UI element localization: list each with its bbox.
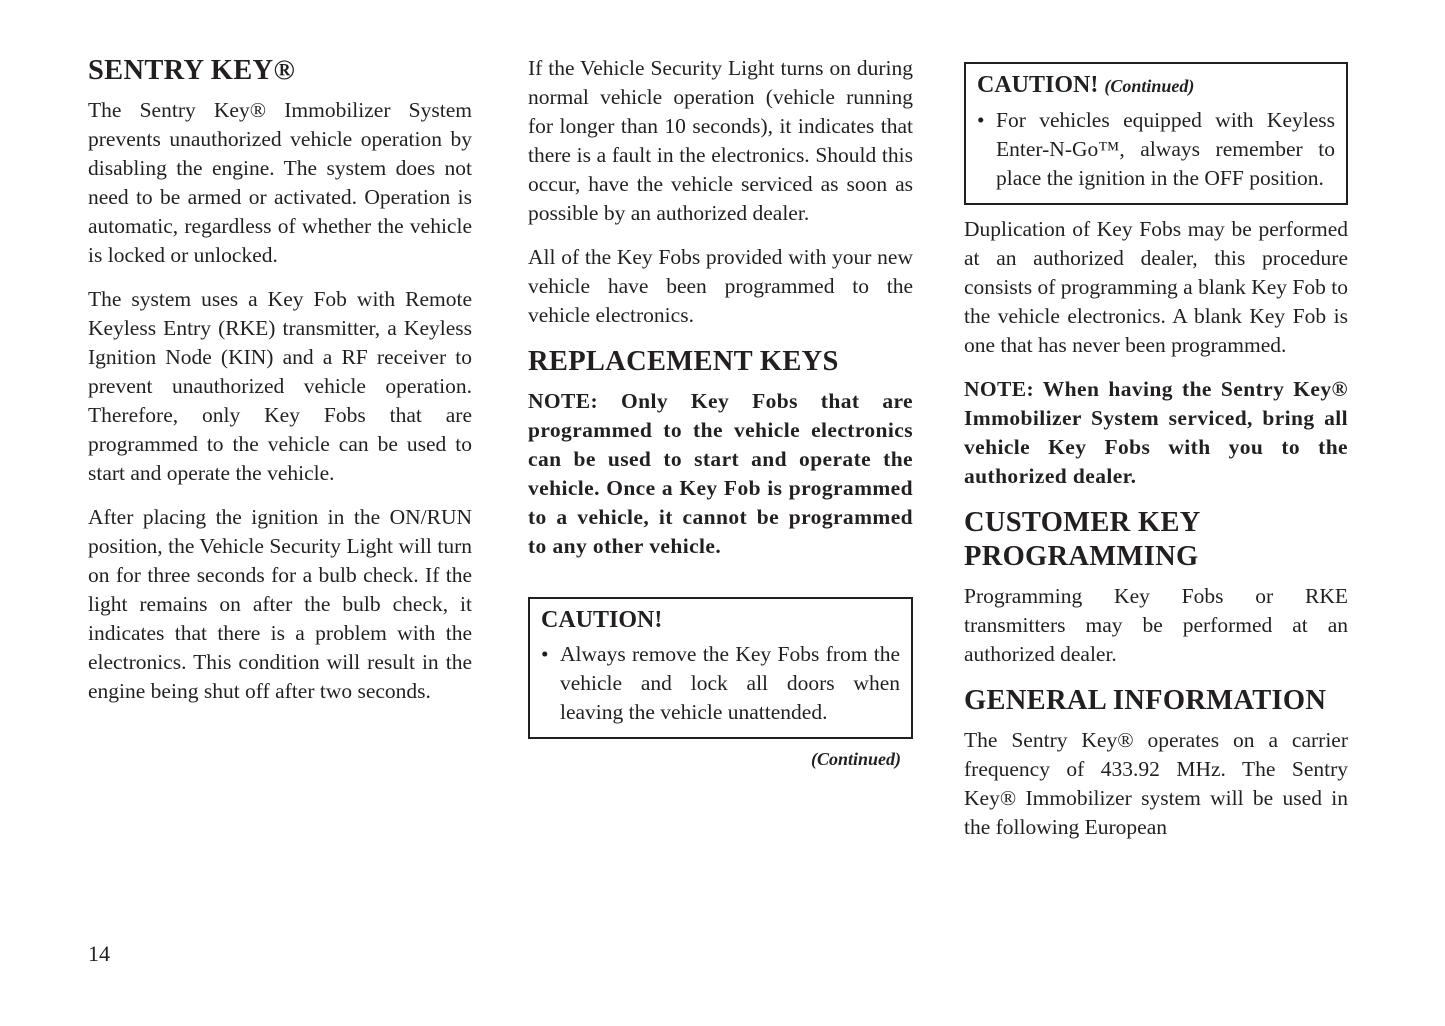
column-3: [964, 54, 1348, 857]
caution-bullet-item: [541, 640, 900, 727]
key-fobs-programmed-paragraph: All of the Key Fobs provided with your new vehicle have been programmed to the vehicle electronics.: [528, 245, 913, 327]
replacement-keys-heading: REPLACEMENT KEYS: [528, 346, 839, 377]
caution-title-text: CAUTION!: [977, 72, 1099, 98]
sentry-key-heading: SENTRY KEY®: [88, 55, 296, 86]
continued-label: (Continued): [810, 749, 901, 769]
customer-key-programming-paragraph: Programming Key Fobs or RKE transmitters may be performed at an authorized dealer.: [964, 584, 1348, 666]
caution-bullet-item: [977, 106, 1335, 193]
customer-key-programming-heading: CUSTOMER KEY PROGRAMMING: [964, 507, 1200, 572]
page-number: 14: [88, 941, 110, 966]
security-light-paragraph: If the Vehicle Security Light turns on during normal vehicle operation (vehicle running for longer than 10 seconds), it indicates that there is a fault in the electronics. Should this occur, have the vehicle serviced as soon as possible by an authorized dealer.: [528, 56, 913, 225]
sentry-key-paragraph-3: After placing the ignition in the ON/RUN position, the Vehicle Security Light will turn on for three seconds for a bulb check. If the light remains on after the bulb check, it indicates that there is a problem with the electronics. This condition will result in the engine being shut off after two seconds.: [88, 505, 472, 703]
duplication-paragraph: Duplication of Key Fobs may be performed at an authorized dealer, this procedure consists of programming a blank Key Fob to the vehicle electronics. A blank Key Fob is one that has never been programmed.: [964, 217, 1348, 357]
caution-item-text: For vehicles equipped with Keyless Enter-N-Go™, always remember to place the ignition in the OFF position.: [996, 108, 1335, 190]
caution-continued-box: [964, 62, 1348, 205]
column-2: [528, 54, 913, 770]
column-1: [88, 54, 472, 721]
sentry-key-paragraph-1: The Sentry Key® Immobilizer System prevents unauthorized vehicle operation by disabling the engine. The system does not need to be armed or activated. Operation is automatic, regardless of whether the vehicle is locked or unlocked.: [88, 98, 472, 267]
caution-box: [528, 597, 913, 739]
general-information-heading: GENERAL INFORMATION: [964, 685, 1327, 716]
general-information-paragraph: The Sentry Key® operates on a carrier frequency of 433.92 MHz. The Sentry Key® Immobilizer system will be used in the following European: [964, 728, 1348, 839]
caution-continued-title: [977, 68, 1335, 103]
caution-item-text: Always remove the Key Fobs from the vehicle and lock all doors when leaving the vehicle unattended.: [560, 642, 900, 724]
bullet-icon: •: [541, 642, 549, 666]
servicing-note: NOTE: When having the Sentry Key® Immobilizer System serviced, bring all vehicle Key Fobs with you to the authorized dealer.: [964, 377, 1348, 488]
sentry-key-paragraph-2: The system uses a Key Fob with Remote Keyless Entry (RKE) transmitter, a Keyless Ignition Node (KIN) and a RF receiver to prevent unauthorized vehicle operation. Therefore, only Key Fobs that are programmed to the vehicle can be used to start and operate the vehicle.: [88, 287, 472, 485]
replacement-keys-note: NOTE: Only Key Fobs that are programmed to the vehicle electronics can be used to start and operate the vehicle. Once a Key Fob is programmed to a vehicle, it cannot be programmed to any other vehicle.: [528, 389, 913, 558]
bullet-icon: •: [977, 108, 985, 132]
caution-title: CAUTION!: [541, 607, 663, 633]
caution-continued-label: (Continued): [1104, 76, 1195, 96]
